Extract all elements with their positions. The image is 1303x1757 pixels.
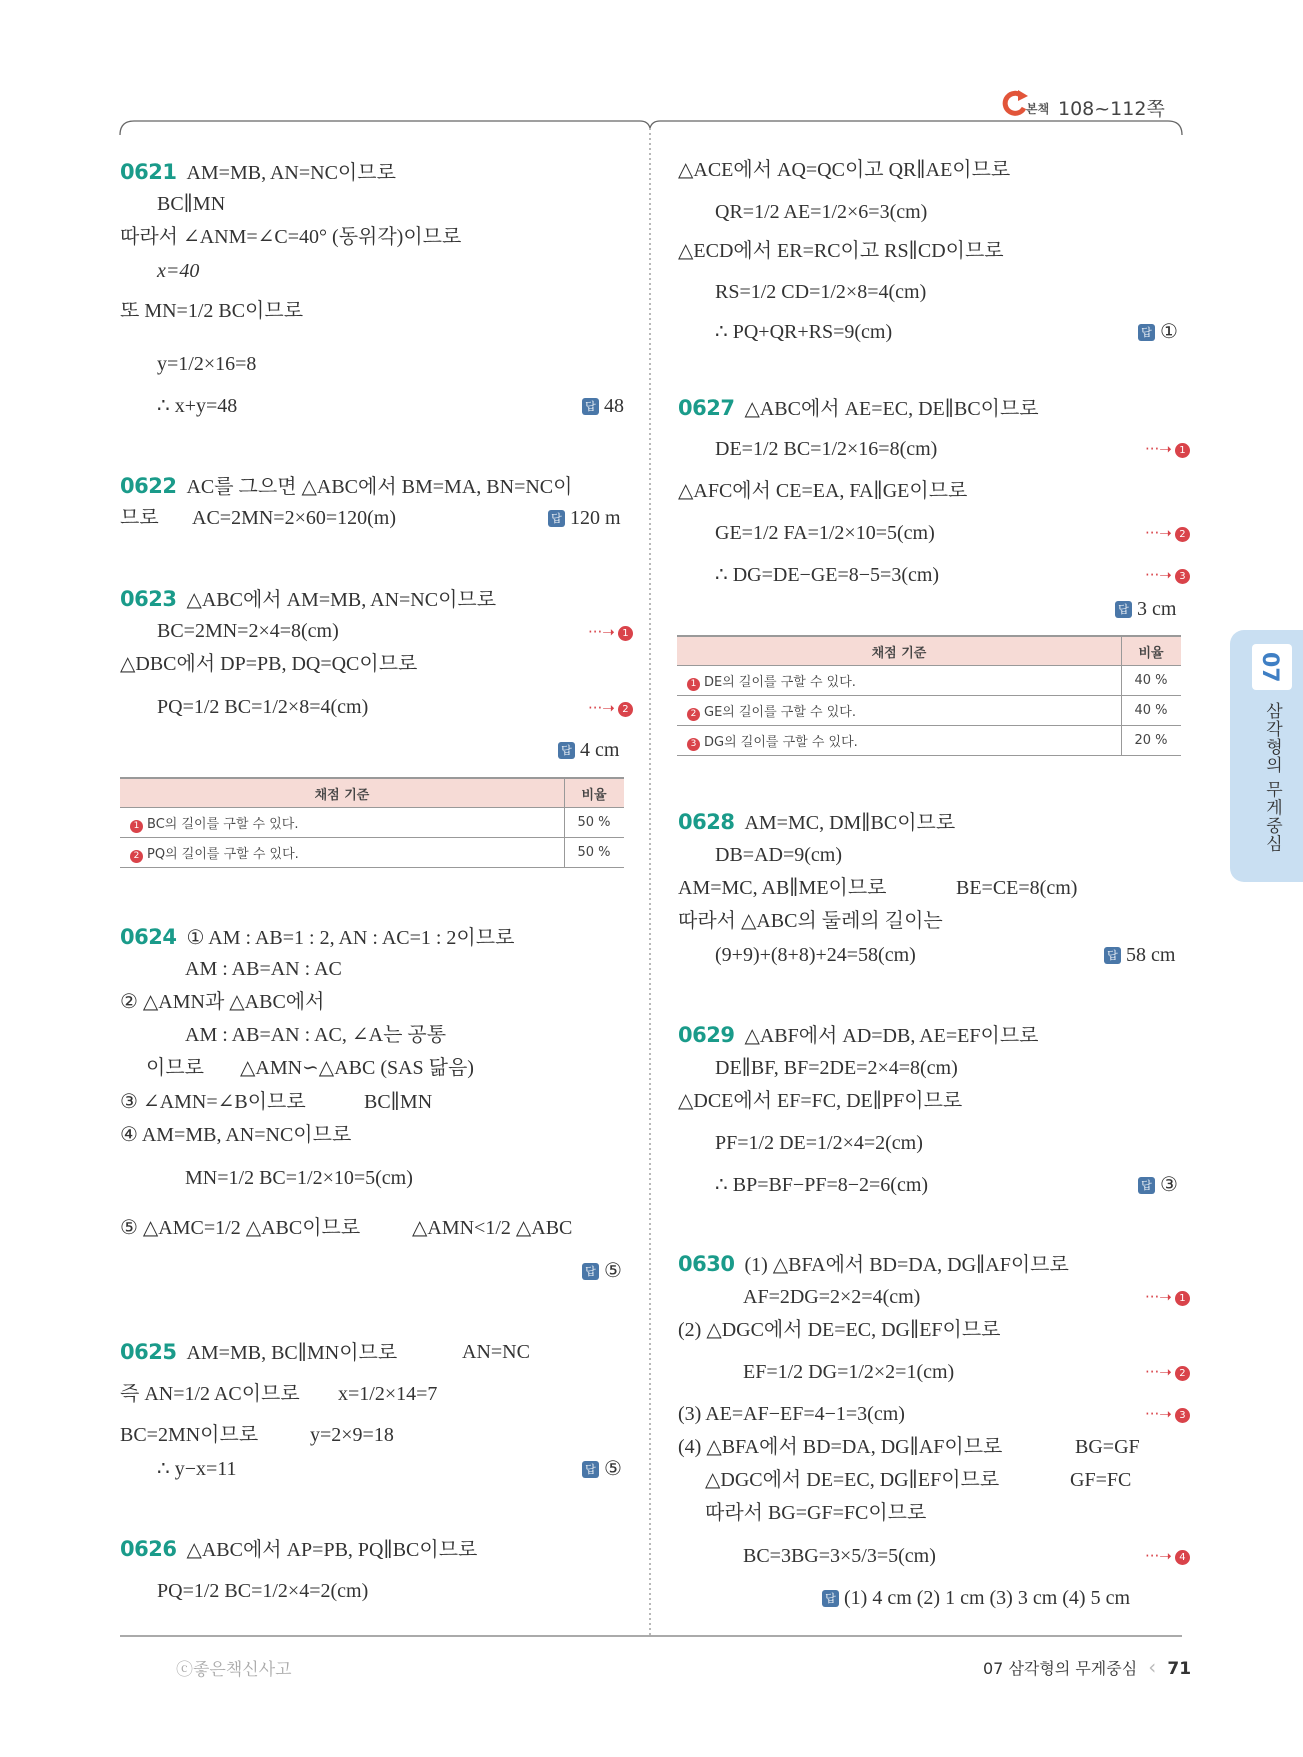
problem-0623-line-1: 0623 △ABC에서 AM=MB, AN=NC이므로 xyxy=(120,587,497,611)
problem-number: 0625 xyxy=(120,1340,177,1364)
problem-number: 0627 xyxy=(678,396,735,420)
problem-0628-line-3b: BE=CE=8(cm) xyxy=(956,877,1078,899)
step-marker-2: ···➝ 2 xyxy=(1145,1363,1190,1381)
problem-0628-line-1: 0628 AM=MC, DM∥BC이므로 xyxy=(678,810,956,834)
problem-0625-line-3b: y=2×9=18 xyxy=(310,1424,394,1446)
answer-icon: 답 xyxy=(582,398,599,415)
problem-0622-line-2a: 므로 xyxy=(120,507,159,529)
answer-icon: 답 xyxy=(1115,601,1132,618)
problem-0621-line-7: ∴ x+y=48 xyxy=(157,395,238,417)
problem-0625-line-4: ∴ y−x=11 xyxy=(157,1458,237,1480)
problem-0624-line-8: MN=1/2 BC=1/2×10=5(cm) xyxy=(185,1167,413,1189)
problem-0629-line-4: PF=1/2 DE=1/2×4=2(cm) xyxy=(715,1132,923,1154)
step-marker-2: ···➝ 2 xyxy=(1145,524,1190,542)
problem-0629-line-5: ∴ BP=BF−PF=8−2=6(cm) xyxy=(715,1174,929,1196)
problem-0621-line-5: 또 MN=1/2 BC이므로 xyxy=(120,300,304,322)
ratio-header: 비율 xyxy=(565,778,625,808)
answer-0625: 답 ⑤ xyxy=(582,1455,622,1483)
grading-header-row xyxy=(677,636,1181,666)
problem-0624-line-4: AM : AB=AN : AC, ∠A는 공통 xyxy=(185,1024,447,1046)
answer-icon: 답 xyxy=(1138,324,1155,341)
answer-icon: 답 xyxy=(1104,947,1121,964)
problem-0629-line-1: 0629 △ABF에서 AD=DB, AE=EF이므로 xyxy=(678,1023,1039,1047)
answer-0621: 답 48 xyxy=(582,392,624,420)
step-marker-3: ···➝ 3 xyxy=(1145,1405,1190,1423)
answer-icon: 답 xyxy=(822,1590,839,1607)
problem-0630-line-1: 0630 (1) △BFA에서 BD=DA, DG∥AF이므로 xyxy=(678,1252,1069,1276)
problem-0630-line-3: (2) △DGC에서 DE=EC, DG∥EF이므로 xyxy=(678,1319,1001,1341)
answer-icon: 답 xyxy=(582,1263,599,1280)
problem-0624-line-5a: 이므로 xyxy=(146,1057,204,1079)
criteria-header: 채점 기준 xyxy=(677,636,1122,666)
problem-0624-line-3: ② △AMN과 △ABC에서 xyxy=(120,991,325,1013)
problem-0624-line-2: AM : AB=AN : AC xyxy=(185,958,342,980)
problem-0627-line-2: DE=1/2 BC=1/2×16=8(cm) xyxy=(715,438,938,460)
answer-0627: 답 3 cm xyxy=(1115,595,1176,623)
problem-0625-line-1a: 0625 AM=MB, BC∥MN이므로 xyxy=(120,1340,398,1364)
problem-0627-line-5: ∴ DG=DE−GE=8−5=3(cm) xyxy=(715,564,940,586)
problem-0628-line-4: 따라서 △ABC의 둘레의 길이는 xyxy=(678,910,943,932)
problem-0624-line-6b: BC∥MN xyxy=(364,1091,433,1113)
problem-0621-line-2: BC∥MN xyxy=(157,193,226,215)
problem-0622-line-1: 0622 AC를 그으면 △ABC에서 BM=MA, BN=NC이 xyxy=(120,474,573,498)
problem-0627-line-1: 0627 △ABC에서 AE=EC, DE∥BC이므로 xyxy=(678,396,1039,420)
problem-0621-line-3: 따라서 ∠ANM=∠C=40° (동위각)이므로 xyxy=(120,226,462,248)
problem-0624-line-5b: △AMN∽△ABC (SAS 닮음) xyxy=(240,1057,474,1079)
problem-0628-line-3a: AM=MC, AB∥ME이므로 xyxy=(678,877,887,899)
problem-0627-line-3: △AFC에서 CE=EA, FA∥GE이므로 xyxy=(678,480,968,502)
problem-0626-line-4: QR=1/2 AE=1/2×6=3(cm) xyxy=(715,201,928,223)
grading-row: 2 GE의 길이를 구할 수 있다. 40 % xyxy=(677,696,1181,726)
problem-0630-line-8: 따라서 BG=GF=FC이므로 xyxy=(705,1502,927,1524)
problem-0629-line-2: DE∥BF, BF=2DE=2×4=8(cm) xyxy=(715,1057,958,1079)
problem-0627-line-4: GE=1/2 FA=1/2×10=5(cm) xyxy=(715,522,935,544)
problem-0626-line-7: ∴ PQ+QR+RS=9(cm) xyxy=(715,321,893,343)
problem-0629-line-3: △DCE에서 EF=FC, DE∥PF이므로 xyxy=(678,1090,963,1112)
problem-0626-line-3: △ACE에서 AQ=QC이고 QR∥AE이므로 xyxy=(678,159,1011,181)
answer-icon: 답 xyxy=(1138,1177,1155,1194)
footer-chapter: 07 삼각형의 무게중심 ‹ 71 xyxy=(983,1655,1192,1679)
answer-0628: 답 58 cm xyxy=(1104,941,1175,969)
chevron-left-icon: ‹ xyxy=(1148,1655,1157,1679)
problem-0623-line-2: BC=2MN=2×4=8(cm) xyxy=(157,620,339,642)
problem-0630-line-6a: (4) △BFA에서 BD=DA, DG∥AF이므로 xyxy=(678,1436,1003,1458)
problem-0625-line-1b: AN=NC xyxy=(462,1341,530,1363)
problem-0621-line-4: x=40 xyxy=(157,260,200,282)
grading-header-row xyxy=(120,778,624,808)
answer-icon: 답 xyxy=(558,742,575,759)
problem-number: 0624 xyxy=(120,925,177,949)
problem-0628-line-5: (9+9)+(8+8)+24=58(cm) xyxy=(715,944,916,966)
problem-0630-line-7a: △DGC에서 DE=EC, DG∥EF이므로 xyxy=(705,1469,1000,1491)
problem-number: 0626 xyxy=(120,1537,177,1561)
chapter-side-tab[interactable] xyxy=(1230,630,1303,882)
problem-0622-line-2b: AC=2MN=2×60=120(m) xyxy=(192,507,397,529)
problem-number: 0629 xyxy=(678,1023,735,1047)
grading-table-0623 xyxy=(120,777,624,868)
step-marker-1: ···➝ 1 xyxy=(1145,440,1190,458)
answer-0624: 답 ⑤ xyxy=(582,1257,622,1285)
answer-icon: 답 xyxy=(582,1461,599,1478)
step-marker-3: ···➝ 3 xyxy=(1145,566,1190,584)
problem-0626-line-1: 0626 △ABC에서 AP=PB, PQ∥BC이므로 xyxy=(120,1537,478,1561)
step-marker-2: ···➝ 2 xyxy=(588,699,633,717)
problem-0626-line-2: PQ=1/2 BC=1/2×4=2(cm) xyxy=(157,1580,369,1602)
problem-number: 0622 xyxy=(120,474,177,498)
ratio-header: 비율 xyxy=(1122,636,1182,666)
answer-0629: 답 ③ xyxy=(1138,1171,1178,1199)
header-book-label: 본책 xyxy=(1026,102,1050,116)
answer-0622: 답 120 m xyxy=(548,504,621,532)
answer-icon: 답 xyxy=(548,510,565,527)
problem-0630-line-4: EF=1/2 DG=1/2×2=1(cm) xyxy=(743,1361,955,1383)
problem-0624-line-9a: ⑤ △AMC=1/2 △ABC이므로 xyxy=(120,1217,361,1239)
criteria-header: 채점 기준 xyxy=(120,778,565,808)
problem-0630-line-5: (3) AE=AF−EF=4−1=3(cm) xyxy=(678,1403,905,1425)
step-marker-1: ···➝ 1 xyxy=(1145,1288,1190,1306)
problem-0626-line-6: RS=1/2 CD=1/2×8=4(cm) xyxy=(715,281,927,303)
header-page-range: 108~112쪽 xyxy=(1058,98,1165,120)
chapter-number: 07 xyxy=(1252,644,1292,690)
problem-0624-line-9b: △AMN<1/2 △ABC xyxy=(412,1217,573,1239)
grading-row: 3 DG의 길이를 구할 수 있다. 20 % xyxy=(677,726,1181,756)
problem-0623-line-4: PQ=1/2 BC=1/2×8=4(cm) xyxy=(157,696,369,718)
problem-0623-line-3: △DBC에서 DP=PB, DQ=QC이므로 xyxy=(120,653,418,675)
problem-0621-line-6: y=1/2×16=8 xyxy=(157,353,257,375)
chapter-title: 삼각형의 무게중심 xyxy=(1262,702,1282,853)
problem-number: 0630 xyxy=(678,1252,735,1276)
problem-0625-line-2b: x=1/2×14=7 xyxy=(338,1383,438,1405)
grading-row: 1 DE의 길이를 구할 수 있다. 40 % xyxy=(677,666,1181,696)
grading-row: 1 BC의 길이를 구할 수 있다. 50 % xyxy=(120,808,624,838)
problem-0630-line-6b: BG=GF xyxy=(1075,1436,1140,1458)
problem-0624-line-7: ④ AM=MB, AN=NC이므로 xyxy=(120,1124,352,1146)
problem-0621-line-1: 0621 AM=MB, AN=NC이므로 xyxy=(120,160,396,184)
answer-0630: 답 (1) 4 cm (2) 1 cm (3) 3 cm (4) 5 cm xyxy=(822,1584,1130,1612)
step-marker-1: ···➝ 1 xyxy=(588,623,633,641)
problem-0630-line-9: BC=3BG=3×5/3=5(cm) xyxy=(743,1545,936,1567)
problem-0628-line-2: DB=AD=9(cm) xyxy=(715,844,842,866)
problem-0630-line-7b: GF=FC xyxy=(1070,1469,1132,1491)
step-marker-4: ···➝ 4 xyxy=(1145,1547,1190,1565)
problem-number: 0623 xyxy=(120,587,177,611)
grading-table-0627 xyxy=(677,635,1181,756)
problem-0630-line-2: AF=2DG=2×2=4(cm) xyxy=(743,1286,921,1308)
answer-0626: 답 ① xyxy=(1138,318,1178,346)
problem-0625-line-2a: 즉 AN=1/2 AC이므로 xyxy=(120,1383,300,1405)
problem-0625-line-3a: BC=2MN이므로 xyxy=(120,1424,259,1446)
problem-number: 0628 xyxy=(678,810,735,834)
page-number: 71 xyxy=(1167,1659,1192,1679)
problem-0626-line-5: △ECD에서 ER=RC이고 RS∥CD이므로 xyxy=(678,240,1004,262)
problem-0624-line-6a: ③ ∠AMN=∠B이므로 xyxy=(120,1091,306,1113)
grading-row: 2 PQ의 길이를 구할 수 있다. 50 % xyxy=(120,838,624,868)
problem-number: 0621 xyxy=(120,160,177,184)
answer-0623: 답 4 cm xyxy=(558,736,619,764)
footer-publisher: ⓒ좋은책신사고 xyxy=(176,1660,292,1680)
problem-0624-line-1: 0624 ① AM : AB=1 : 2, AN : AC=1 : 2이므로 xyxy=(120,925,515,949)
